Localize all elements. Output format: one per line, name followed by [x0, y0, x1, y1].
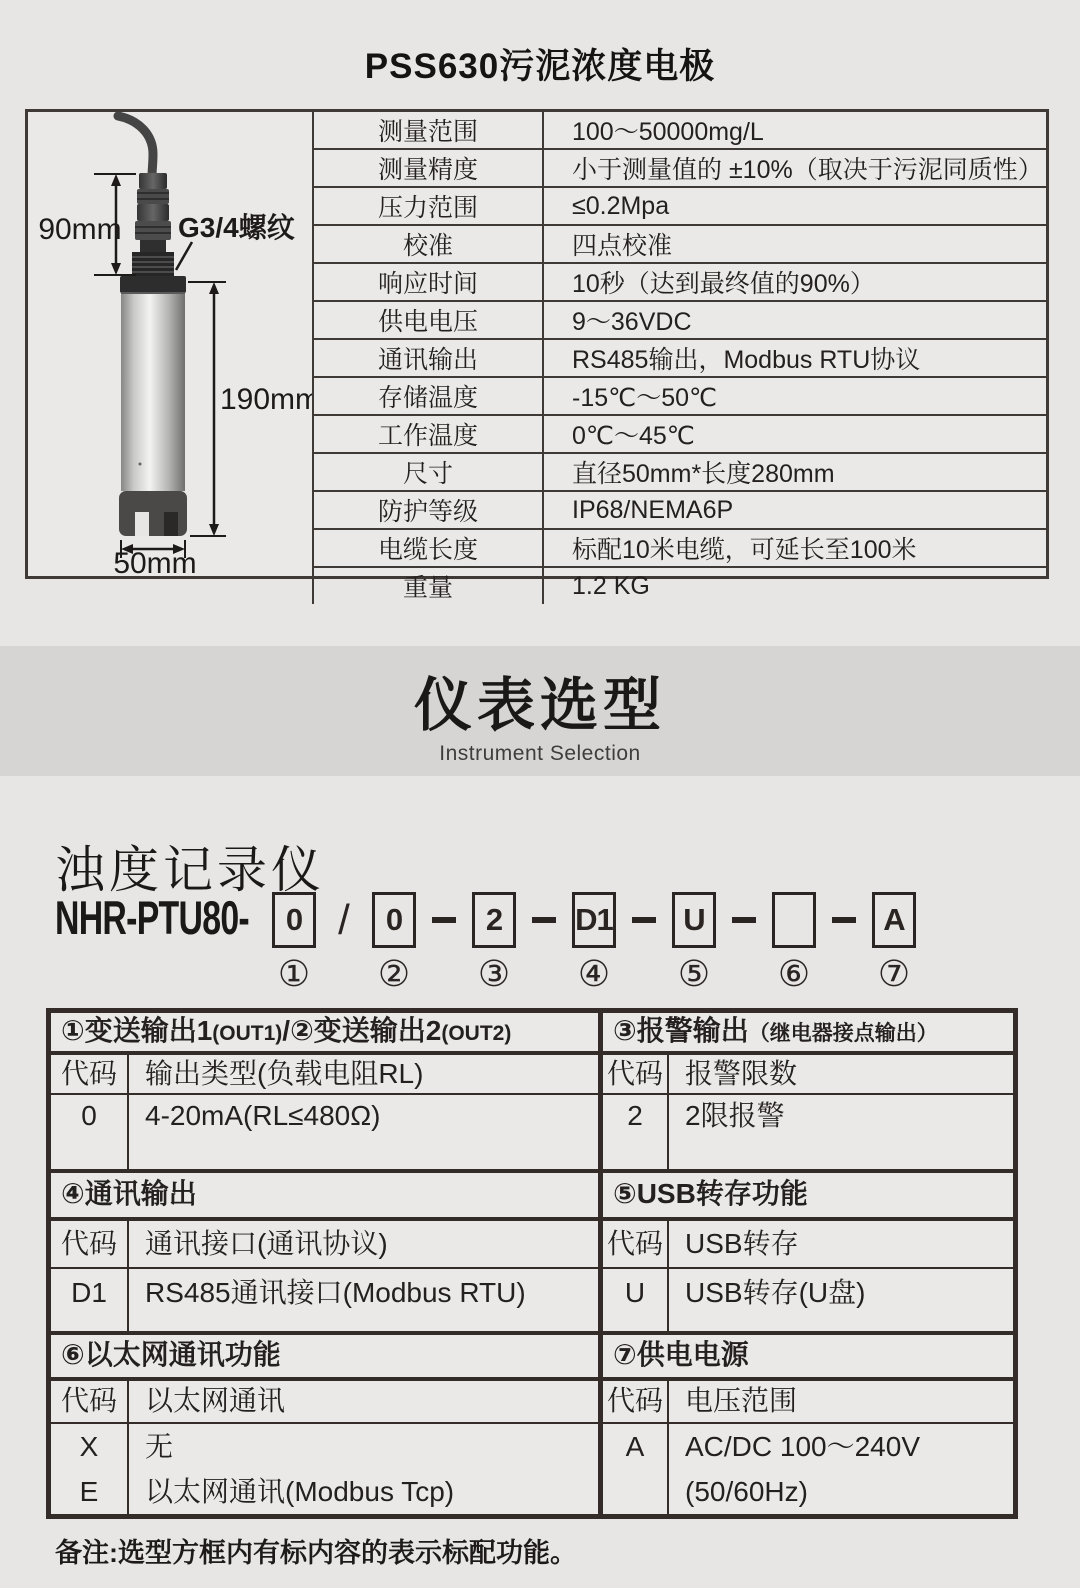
- spec-label: 重量: [314, 568, 544, 604]
- header-usb: ⑤USB转存功能: [613, 1178, 808, 1209]
- spec-value: 小于测量值的 ±10%（取决于污泥同质性）: [544, 150, 1046, 188]
- header-ethernet: ⑥以太网通讯功能: [61, 1339, 281, 1370]
- type-col-header: USB转存: [685, 1228, 799, 1259]
- spec-value: 直径50mm*长度280mm: [544, 454, 1046, 492]
- separator-dash: [816, 892, 872, 948]
- spec-label: 电缆长度: [314, 530, 544, 568]
- type-col-header: 输出类型(负载电阻RL): [145, 1058, 424, 1089]
- code-box-3: 2: [472, 892, 516, 948]
- spec-label: 测量范围: [314, 112, 544, 150]
- option-code: 2: [603, 1095, 669, 1169]
- header-part: ③报警输出: [613, 1015, 749, 1046]
- position-number-1: ①: [277, 953, 311, 994]
- option-desc: USB转存(U盘): [685, 1277, 866, 1308]
- spec-label: 存储温度: [314, 378, 544, 416]
- separator-dash: [516, 892, 572, 948]
- spec-label: 测量精度: [314, 150, 544, 188]
- option-desc: (50/60Hz): [685, 1476, 808, 1507]
- separator-dash: [416, 892, 472, 948]
- header-alarm-output: [603, 1013, 1013, 1051]
- option-desc: AC/DC 100～240V: [685, 1431, 921, 1462]
- option-desc: 无: [145, 1431, 174, 1462]
- option-code: X: [79, 1431, 99, 1462]
- type-col-header: 以太网通讯: [145, 1385, 286, 1416]
- model-prefix: NHR-PTU80-: [55, 891, 249, 944]
- spec-label: 压力范围: [314, 188, 544, 226]
- code-col-header: 代码: [603, 1221, 669, 1267]
- product-name: 浊度记录仪: [55, 842, 325, 898]
- dim-190mm-label: 190mm: [220, 383, 312, 416]
- position-number-6: ⑥: [777, 953, 811, 994]
- code-col-header: 代码: [51, 1381, 129, 1422]
- option-code: E: [79, 1476, 99, 1507]
- sensor-body: [121, 292, 185, 491]
- banner-title: 仪表选型: [413, 673, 666, 738]
- spec-table: [25, 109, 1049, 602]
- header-power: ⑦供电电源: [613, 1339, 749, 1370]
- selection-table: [46, 1008, 1018, 1519]
- model-code-row: [272, 892, 916, 992]
- sensor-diagram: [28, 112, 314, 604]
- spec-value: 100～50000mg/L: [544, 112, 1046, 150]
- position-number-4: ④: [577, 953, 611, 994]
- code-col-header: 代码: [603, 1381, 669, 1422]
- option-code: 0: [51, 1095, 129, 1169]
- spec-value: IP68/NEMA6P: [544, 492, 1046, 530]
- thread-label: G3/4螺纹: [178, 212, 295, 243]
- page-title: PSS630污泥浓度电极: [364, 47, 716, 87]
- separator-dash: [616, 892, 672, 948]
- header-part: ①变送输出1: [61, 1015, 213, 1046]
- code-col-header: 代码: [51, 1055, 129, 1093]
- header-out1-out2: [51, 1013, 598, 1051]
- type-col-header: 电压范围: [685, 1385, 798, 1416]
- header-part: ②变送输出2: [290, 1015, 442, 1046]
- header-part: （继电器接点输出）: [748, 1022, 938, 1045]
- header-part: (OUT2): [441, 1022, 512, 1045]
- model-position-7: [872, 892, 916, 992]
- spec-value: 1.2 KG: [572, 571, 650, 600]
- option-desc: RS485通讯接口(Modbus RTU): [145, 1277, 526, 1308]
- type-col-header: 通讯接口(通讯协议): [145, 1228, 388, 1259]
- model-position-4: [572, 892, 616, 992]
- footnote: 备注:选型方框内有标内容的表示标配功能。: [55, 1538, 577, 1568]
- spec-label: 响应时间: [314, 264, 544, 302]
- sensor-cable: [118, 116, 153, 176]
- option-desc: 2限报警: [685, 1100, 785, 1131]
- option-code: U: [603, 1269, 669, 1331]
- code-box-5: U: [672, 892, 716, 948]
- option-descs: [129, 1424, 598, 1514]
- spec-label: 尺寸: [314, 454, 544, 492]
- position-number-2: ②: [377, 953, 411, 994]
- dim-90mm-label: 90mm: [38, 213, 122, 246]
- header-part: (OUT1): [212, 1022, 283, 1045]
- header-comm-output: ④通讯输出: [61, 1178, 197, 1209]
- code-col-header: 代码: [603, 1055, 669, 1093]
- option-desc: 4-20mA(RL≤480Ω): [145, 1100, 381, 1131]
- spec-label: 防护等级: [314, 492, 544, 530]
- code-col-header: 代码: [51, 1221, 129, 1267]
- spec-value: -15℃～50℃: [544, 378, 1046, 416]
- sensor-drawing: [28, 112, 312, 576]
- spec-value: 0℃～45℃: [544, 416, 1046, 454]
- model-position-6: [772, 892, 816, 992]
- spec-value: RS485输出，Modbus RTU协议: [544, 340, 1046, 378]
- banner-subtitle: Instrument Selection: [439, 742, 641, 765]
- separator-slash: /: [338, 896, 350, 943]
- spec-value: 9～36VDC: [544, 302, 1046, 340]
- spec-label: 工作温度: [314, 416, 544, 454]
- section-banner: [0, 646, 1080, 776]
- model-position-5: [672, 892, 716, 992]
- model-position-2: [372, 892, 416, 992]
- spec-value: 标配10米电缆，可延长至100米: [544, 530, 1046, 568]
- model-position-3: [472, 892, 516, 992]
- position-number-5: ⑤: [677, 953, 711, 994]
- spec-value: 四点校准: [544, 226, 1046, 264]
- spec-label: 供电电压: [314, 302, 544, 340]
- option-codes: [51, 1424, 129, 1514]
- model-position-1: [272, 892, 316, 992]
- header-part: /: [282, 1015, 291, 1046]
- type-col-header: 报警限数: [685, 1058, 798, 1089]
- selection-section-out: [51, 1013, 1013, 1173]
- position-number-7: ⑦: [877, 953, 911, 994]
- option-code: D1: [51, 1269, 129, 1331]
- code-box-7: A: [872, 892, 916, 948]
- spec-value: ≤0.2Mpa: [544, 188, 1046, 226]
- separator-dash: [716, 892, 772, 948]
- code-box-6: [772, 892, 816, 948]
- option-descs: [669, 1424, 1013, 1514]
- spec-label: 通讯输出: [314, 340, 544, 378]
- selection-section-comm: [51, 1173, 1013, 1335]
- dim-50mm-label: 50mm: [113, 547, 197, 576]
- code-box-4: D1: [572, 892, 616, 948]
- code-box-2: 0: [372, 892, 416, 948]
- code-box-1: 0: [272, 892, 316, 948]
- spec-value: 10秒（达到最终值的90%）: [544, 264, 1046, 302]
- spec-label: 校准: [314, 226, 544, 264]
- option-code: A: [603, 1424, 669, 1514]
- position-number-3: ③: [477, 953, 511, 994]
- selection-section-ethernet-power: [51, 1335, 1013, 1514]
- option-desc: 以太网通讯(Modbus Tcp): [145, 1476, 455, 1507]
